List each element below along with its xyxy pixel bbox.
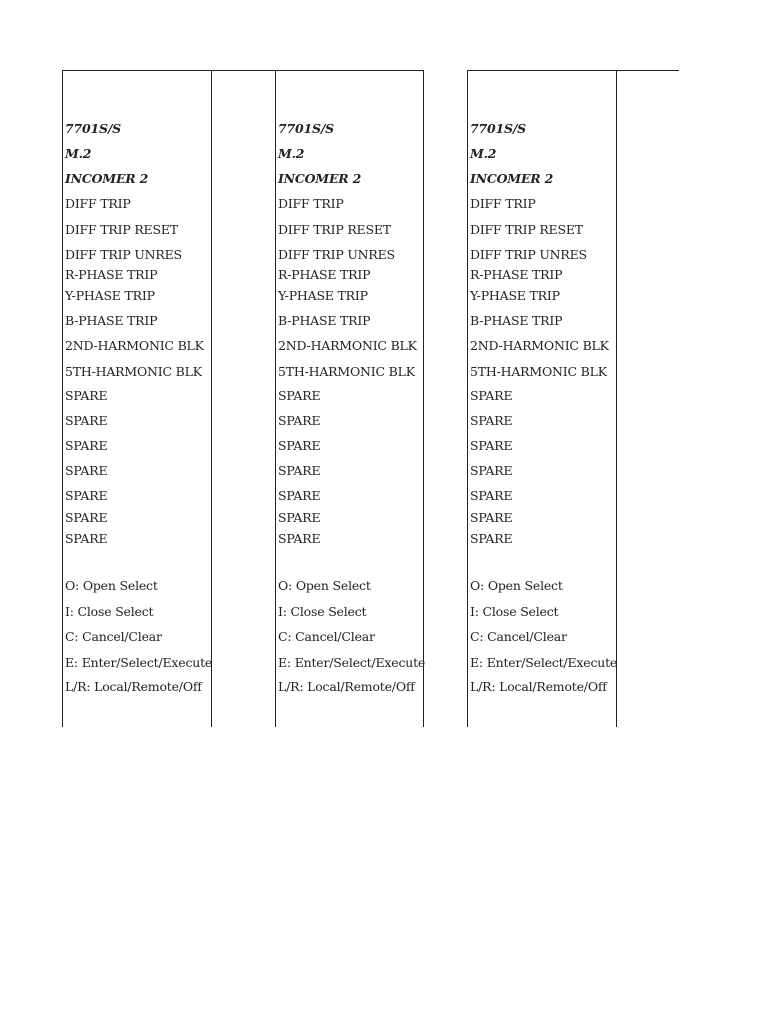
signal-label: SPARE bbox=[278, 413, 321, 428]
signal-label: SPARE bbox=[470, 413, 513, 428]
signal-label: SPARE bbox=[65, 438, 108, 453]
signal-label: R-PHASE TRIP bbox=[278, 267, 371, 282]
signal-label: R-PHASE TRIP bbox=[470, 267, 563, 282]
panel-header-line: INCOMER 2 bbox=[278, 171, 362, 186]
signal-label: DIFF TRIP bbox=[65, 196, 131, 211]
signal-label: DIFF TRIP UNRES bbox=[65, 247, 182, 262]
key-legend-item: I: Close Select bbox=[470, 604, 559, 619]
table-top-rule bbox=[211, 70, 275, 71]
key-legend-item: O: Open Select bbox=[278, 578, 371, 593]
signal-label: DIFF TRIP bbox=[278, 196, 344, 211]
signal-label: SPARE bbox=[278, 388, 321, 403]
signal-label: SPARE bbox=[65, 488, 108, 503]
signal-label: Y-PHASE TRIP bbox=[278, 288, 368, 303]
signal-label: DIFF TRIP RESET bbox=[65, 222, 178, 237]
signal-label: B-PHASE TRIP bbox=[470, 313, 563, 328]
signal-label: DIFF TRIP UNRES bbox=[278, 247, 395, 262]
signal-label: 5TH-HARMONIC BLK bbox=[470, 364, 607, 379]
key-legend-item: E: Enter/Select/Execute bbox=[65, 655, 213, 670]
signal-label: SPARE bbox=[470, 510, 513, 525]
signal-label: SPARE bbox=[278, 510, 321, 525]
panel-header-line: M.2 bbox=[65, 146, 92, 161]
panel-header-line: 7701S/S bbox=[470, 121, 527, 136]
key-legend-item: E: Enter/Select/Execute bbox=[278, 655, 426, 670]
panel-header-line: INCOMER 2 bbox=[470, 171, 554, 186]
signal-label: SPARE bbox=[470, 488, 513, 503]
signal-label: SPARE bbox=[278, 438, 321, 453]
signal-label: SPARE bbox=[470, 531, 513, 546]
signal-label: B-PHASE TRIP bbox=[278, 313, 371, 328]
signal-label: 5TH-HARMONIC BLK bbox=[278, 364, 415, 379]
label-panel-2 bbox=[275, 70, 424, 727]
key-legend-item: L/R: Local/Remote/Off bbox=[278, 679, 415, 694]
key-legend-item: I: Close Select bbox=[278, 604, 367, 619]
signal-label: SPARE bbox=[65, 510, 108, 525]
panel-header-line: M.2 bbox=[470, 146, 497, 161]
signal-label: SPARE bbox=[65, 463, 108, 478]
signal-label: SPARE bbox=[278, 463, 321, 478]
signal-label: DIFF TRIP UNRES bbox=[470, 247, 587, 262]
panel-header-line: M.2 bbox=[278, 146, 305, 161]
signal-label: SPARE bbox=[278, 488, 321, 503]
signal-label: Y-PHASE TRIP bbox=[470, 288, 560, 303]
panel-header-line: INCOMER 2 bbox=[65, 171, 149, 186]
signal-label: SPARE bbox=[470, 388, 513, 403]
signal-label: B-PHASE TRIP bbox=[65, 313, 158, 328]
signal-label: SPARE bbox=[65, 388, 108, 403]
signal-label: SPARE bbox=[278, 531, 321, 546]
table-top-rule bbox=[616, 70, 679, 71]
signal-label: SPARE bbox=[470, 438, 513, 453]
signal-label: Y-PHASE TRIP bbox=[65, 288, 155, 303]
signal-label: 5TH-HARMONIC BLK bbox=[65, 364, 202, 379]
key-legend-item: I: Close Select bbox=[65, 604, 154, 619]
signal-label: R-PHASE TRIP bbox=[65, 267, 158, 282]
key-legend-item: L/R: Local/Remote/Off bbox=[65, 679, 202, 694]
key-legend-item: C: Cancel/Clear bbox=[470, 629, 567, 644]
signal-label: DIFF TRIP bbox=[470, 196, 536, 211]
signal-label: 2ND-HARMONIC BLK bbox=[470, 338, 609, 353]
signal-label: 2ND-HARMONIC BLK bbox=[65, 338, 204, 353]
panel-header-line: 7701S/S bbox=[65, 121, 122, 136]
signal-label: DIFF TRIP RESET bbox=[278, 222, 391, 237]
key-legend-item: O: Open Select bbox=[65, 578, 158, 593]
key-legend-item: L/R: Local/Remote/Off bbox=[470, 679, 607, 694]
signal-label: SPARE bbox=[65, 413, 108, 428]
label-panel-3 bbox=[467, 70, 617, 727]
signal-label: SPARE bbox=[470, 463, 513, 478]
key-legend-item: C: Cancel/Clear bbox=[65, 629, 162, 644]
key-legend-item: C: Cancel/Clear bbox=[278, 629, 375, 644]
label-panel-1 bbox=[62, 70, 212, 727]
key-legend-item: E: Enter/Select/Execute bbox=[470, 655, 618, 670]
signal-label: 2ND-HARMONIC BLK bbox=[278, 338, 417, 353]
signal-label: SPARE bbox=[65, 531, 108, 546]
key-legend-item: O: Open Select bbox=[470, 578, 563, 593]
panel-header-line: 7701S/S bbox=[278, 121, 335, 136]
signal-label: DIFF TRIP RESET bbox=[470, 222, 583, 237]
